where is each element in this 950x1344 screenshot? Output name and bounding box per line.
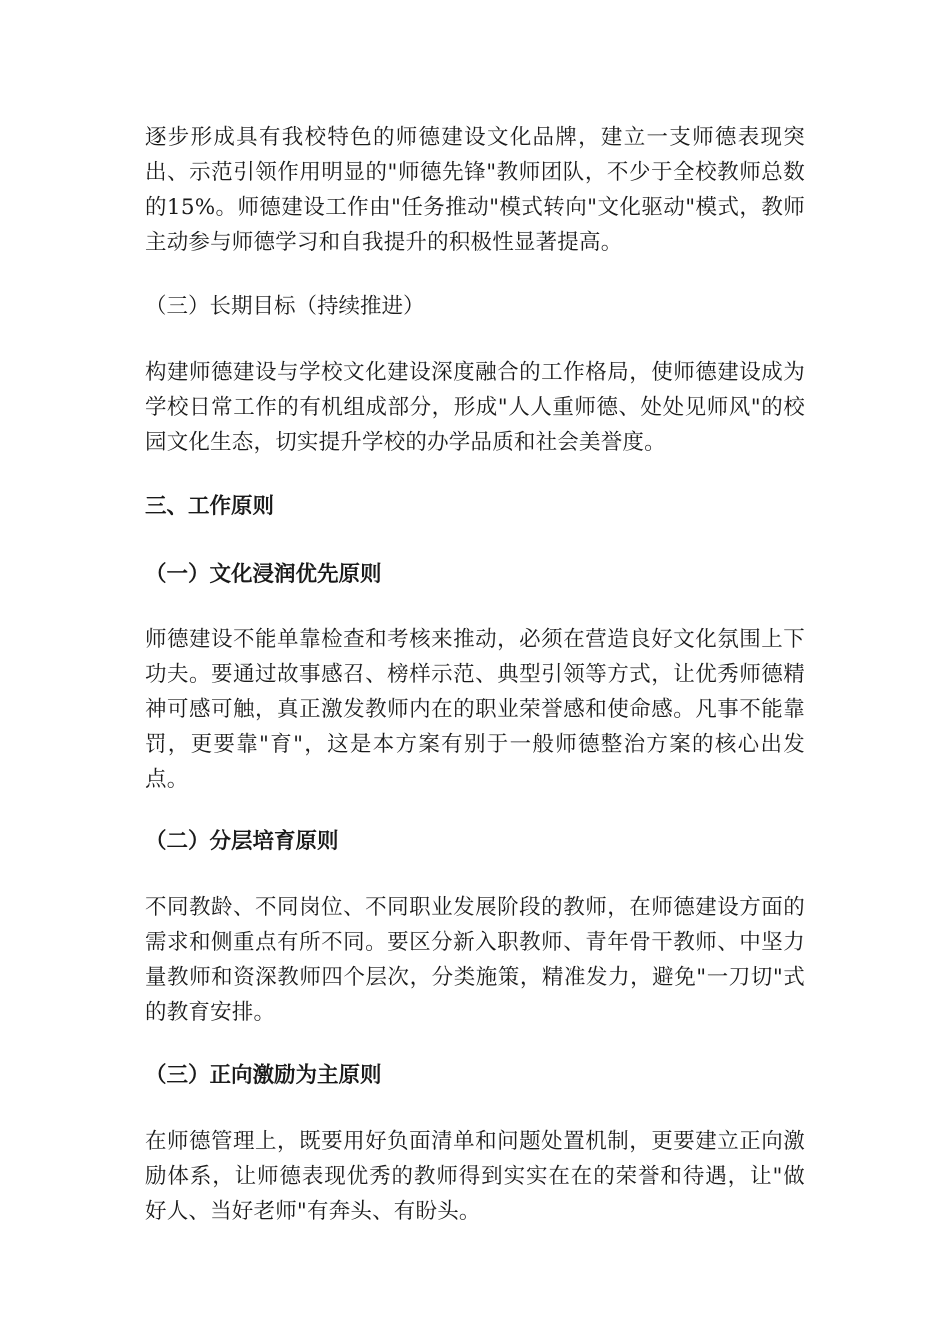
paragraph-principle-layered: 不同教龄、不同岗位、不同职业发展阶段的教师，在师德建设方面的需求和侧重点有所不同。要区分新入职教师、青年骨干教师、中坚力量教师和资深教师四个层次，分类施策，精准发力，避免"一刀切"式的教育安排。 bbox=[145, 895, 805, 1025]
heading-long-term-goal: （三）长期目标（持续推进） bbox=[145, 294, 425, 319]
paragraph-principle-incentive: 在师德管理上，既要用好负面清单和问题处置机制，更要建立正向激励体系，让师德表现优秀的教师得到实实在在的荣誉和待遇，让"做好人、当好老师"有奔头、有盼头。 bbox=[145, 1129, 805, 1224]
heading-principle-layered: （二）分层培育原则 bbox=[145, 829, 339, 854]
heading-work-principles: 三、工作原则 bbox=[145, 494, 275, 519]
paragraph-principle-culture: 师德建设不能单靠检查和考核来推动，必须在营造良好文化氛围上下功夫。要通过故事感召、榜样示范、典型引领等方式，让优秀师德精神可感可触，真正激发教师内在的职业荣誉感和使命感。凡事不能靠罚，更要靠"育"，这是本方案有别于一般师德整治方案的核心出发点。 bbox=[145, 627, 805, 792]
paragraph-short-term-goal: 逐步形成具有我校特色的师德建设文化品牌，建立一支师德表现突出、示范引领作用明显的"师德先锋"教师团队，不少于全校教师总数的15%。师德建设工作由"任务推动"模式转向"文化驱动"模式，教师主动参与师德学习和自我提升的积极性显著提高。 bbox=[145, 125, 805, 255]
paragraph-long-term-goal: 构建师德建设与学校文化建设深度融合的工作格局，使师德建设成为学校日常工作的有机组成部分，形成"人人重师德、处处见师风"的校园文化生态，切实提升学校的办学品质和社会美誉度。 bbox=[145, 360, 805, 455]
heading-principle-culture: （一）文化浸润优先原则 bbox=[145, 562, 382, 587]
heading-principle-incentive: （三）正向激励为主原则 bbox=[145, 1063, 382, 1088]
